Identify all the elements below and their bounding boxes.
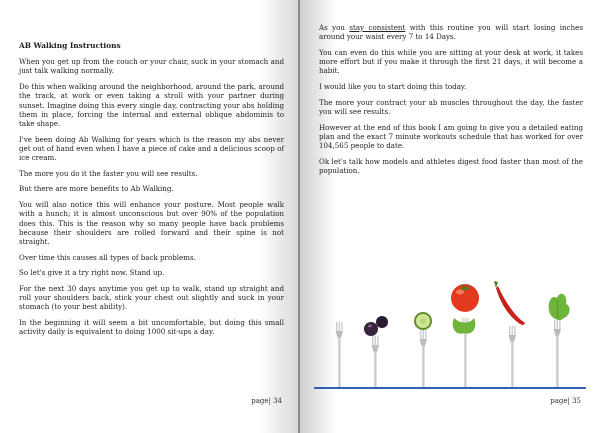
chili-pepper [494, 281, 525, 325]
paragraph: You can even do this while you are sitting at your desk at work, it takes more effort but if you make it through the first 21 days, it will become a habit. [319, 47, 583, 76]
paragraph: The more your contract your ab muscles throughout the day, the faster you will see results. [319, 97, 583, 116]
blue-baseline [314, 387, 586, 389]
fork-1 [336, 322, 344, 389]
page-number: page| 34 [251, 397, 282, 405]
cucumber-slice [414, 312, 432, 330]
section-heading: AB Walking Instructions [19, 41, 121, 50]
fork-3 [420, 330, 428, 389]
grape-dark [364, 322, 378, 336]
underlined-phrase: stay consistent [349, 23, 406, 32]
paragraph: Ok let's talk how models and athletes digest food faster than most of the population. [319, 156, 583, 175]
fork-5 [509, 326, 517, 389]
paragraph: You will also notice this will enhance your posture. Most people walk with a hunch; it is almost unconscious but over 90% of the population does this. This is the reason why so many people have back problems because their shoulders are rolled forward and their spine is not straight. [19, 200, 284, 246]
paragraph-text: As you [319, 23, 350, 32]
paragraph: However at the end of this book I am going to give you a detailed eating plan and the exact 7 minute workouts schedule that has worked for over 104,565 people to date. [319, 122, 583, 151]
paragraph: I've been doing Ab Walking for years which is the reason my abs never get out of hand even when I have a piece of cake and a delicious scoop of ice cream. [19, 134, 284, 163]
paragraph: When you get up from the couch or your chair, suck in your stomach and just talk walking normally. [19, 57, 284, 76]
paragraph: Do this when walking around the neighborhood, around the park, around the track, at work or even taking a stroll with your partner during sunset. Imagine doing this every single day, contracting your abs holding them in place, forcing the internal and external oblique abdominis to take shape. [19, 82, 284, 128]
paragraph: The more you do it the faster you will see results. [19, 168, 198, 178]
right-page-content [319, 23, 583, 182]
paragraph [319, 23, 583, 41]
fork-2 [372, 336, 380, 389]
fork-6 [554, 320, 562, 389]
page-number: page| 35 [550, 397, 581, 405]
paragraph: I would like you to start doing this today. [319, 82, 467, 92]
paragraph: Over time this causes all types of back problems. [19, 252, 196, 262]
paragraph: But there are more benefits to Ab Walking. [19, 184, 174, 194]
right-page [300, 0, 600, 433]
paragraph: For the next 30 days anytime you get up to walk, stand up straight and roll your shoulders back, stick your chest out slightly and suck in your stomach (to your best ability). [19, 284, 284, 312]
paragraph-text: with this routine you will start losing inches around your waist every 7 to 14 Days. [319, 23, 583, 42]
lettuce-leaf [549, 294, 570, 320]
left-page-content [19, 41, 284, 343]
grape-dark [376, 316, 388, 328]
paragraph: In the beginning it will seem a bit uncomfortable, but doing this small activity daily is equivalent to doing 1000 sit-ups a day. [19, 318, 284, 337]
paragraph: So let's give it a try right now. Stand up. [19, 268, 165, 278]
forks-with-vegetables-image [314, 278, 586, 390]
tomato-with-lettuce [451, 284, 479, 334]
